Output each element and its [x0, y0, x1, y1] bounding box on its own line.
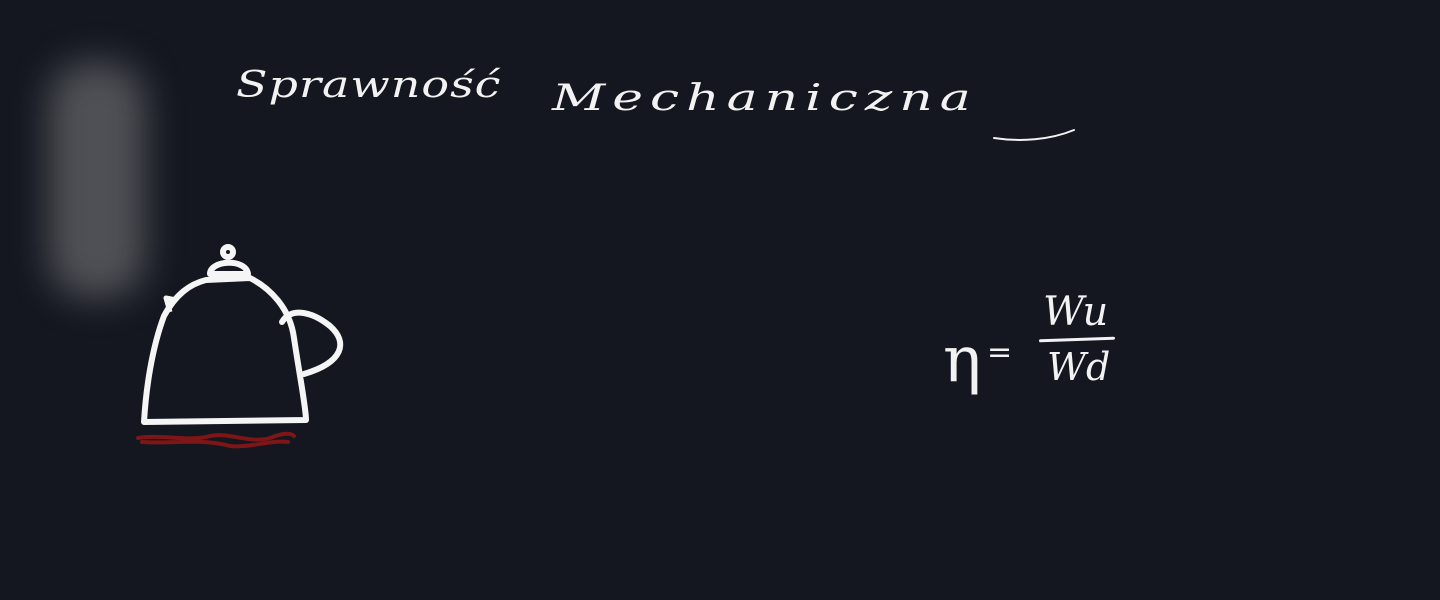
eta-symbol: η: [943, 323, 982, 397]
formula-numerator: Wu: [1043, 289, 1109, 335]
fraction-bar: [1039, 337, 1115, 343]
efficiency-formula: [935, 288, 1135, 418]
formula-denominator: Wd: [1047, 345, 1111, 389]
equals-sign: =: [987, 335, 1013, 370]
title-word-mechaniczna: Mechaniczna: [552, 77, 978, 120]
title-underline-stroke: [990, 120, 1080, 150]
red-scribble: [138, 434, 294, 447]
kettle-drawing-icon: [130, 238, 360, 458]
title-word-sprawnosc: Sprawność: [236, 62, 502, 106]
